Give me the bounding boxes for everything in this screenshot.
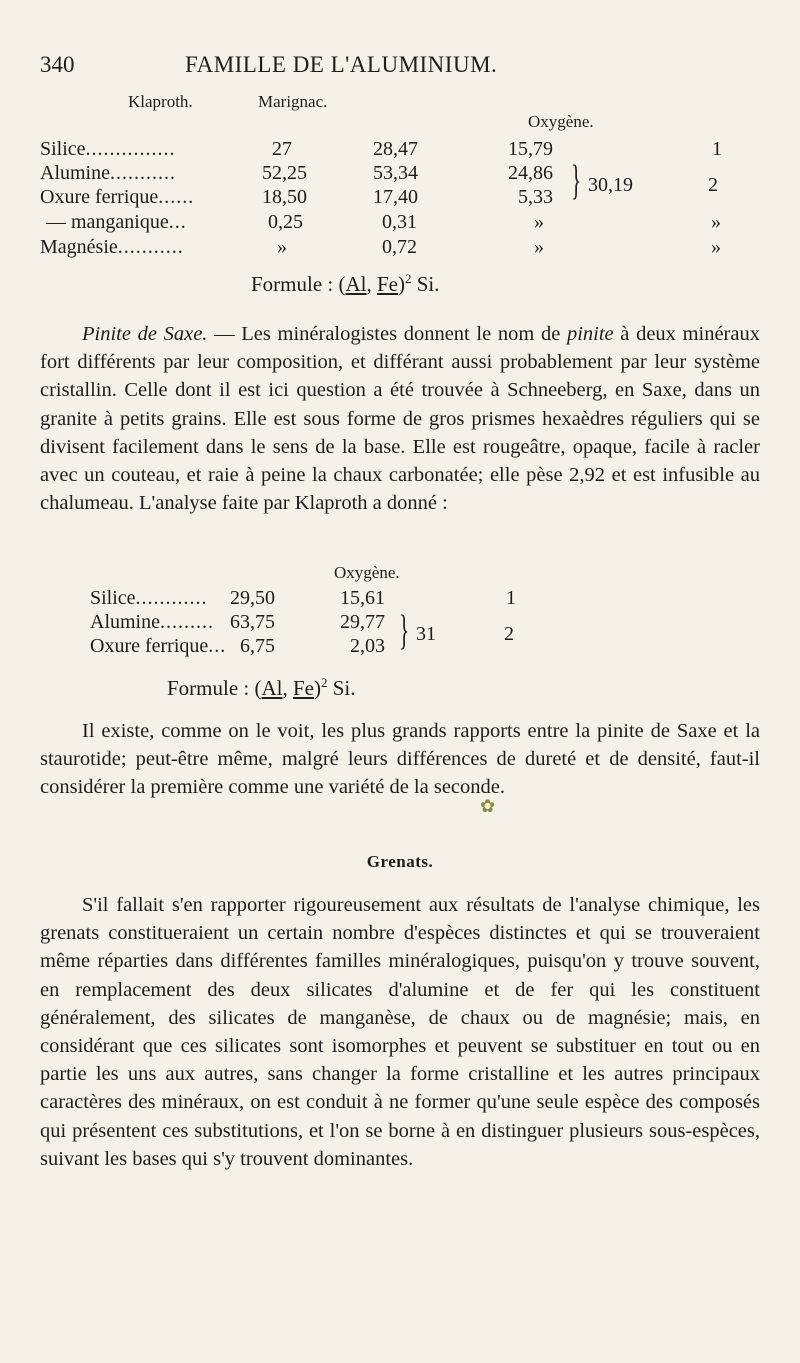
row-label: Oxure ferrique...... (40, 186, 195, 208)
ratio-value: » (711, 211, 721, 233)
ratio-value: » (711, 236, 721, 258)
term-pinite: pinite (566, 323, 614, 345)
col-header-klaproth: Klaproth. (128, 92, 193, 111)
row-label: — manganique... (46, 211, 187, 233)
formula-1: Formule : (Al, Fe)$^2$ Si. (251, 271, 440, 296)
paragraph-pinite: Pinite de Saxe. — Les minéralogistes donnent le nom de pinite à deux minéraux fort différents par leur composition, et différant aussi probablement par leur système cristallin. Celle dont il est ici question a été trouvée à Schneeberg, en Saxe, dans un granite à petits grains. Elle est sous forme de gros prismes hexaèdres réguliers qui se divisent facilement dans le sens de la base. Elle est rougeâtre, opaque, facile à racler avec un couteau, et raie à peine la chaux carbonatée; elle pèse 2,92 et est infusible au chalumeau. L'analyse faite par Klaproth a donné : (40, 323, 760, 515)
section-title-grenats: Grenats. (366, 852, 434, 871)
oxygene-value: 24,86 (508, 162, 553, 184)
value: 6,75 (240, 635, 275, 657)
brace-sum: 30,19 (588, 174, 633, 196)
col-header-oxygene: Oxygène. (528, 112, 594, 131)
value: 29,50 (230, 587, 275, 609)
klaproth-value: 27 (272, 138, 292, 160)
row-label: Silice............ (90, 587, 208, 609)
klaproth-value: 52,25 (262, 162, 307, 184)
value: 63,75 (230, 611, 275, 633)
formula-2: Formule : (Al, Fe)$^2$ Si. (167, 675, 356, 700)
page-number: 340 (40, 52, 75, 77)
klaproth-value: » (277, 236, 287, 258)
col-header-oxygene: Oxygène. (334, 563, 400, 582)
row-label: Alumine........... (40, 162, 176, 184)
row-label: Oxure ferrique... (90, 635, 227, 657)
row-label: Alumine......... (90, 611, 214, 633)
paragraph-grenats: S'il fallait s'en rapporter rigoureusement aux résultats de l'analyse chimique, les grenats constitueraient un certain nombre d'espèces distinctes et qui se trouveraient même réparties dans différentes familles minéralogiques, puisqu'on y trouve souvent, en remplacement des deux silicates d'alumine et de fer qui les constituent généralement, des silicates de manganèse, de chaux ou de magnésie; mais, en considérant que ces silicates sont isomorphes et peuvent se substituer en tout ou en partie les uns aux autres, sans changer la forme cristalline et les autres principaux caractères des minéraux, on est conduit à ne former qu'une seule espèce des composés qui présentent ces substitutions, et l'on se borne à en distinguer plusieurs sous-espèces, suivant les bases qui s'y trouvent dominantes. (40, 894, 760, 1170)
oxygene-value: 2,03 (350, 635, 385, 657)
row-label: Silice............... (40, 138, 176, 160)
brace-icon: } (399, 608, 410, 654)
page-header (40, 52, 760, 88)
oxygene-value: 29,77 (340, 611, 385, 633)
analysis-table-1 (40, 92, 760, 292)
brace-icon: } (571, 158, 582, 204)
oxygene-value: 15,61 (340, 587, 385, 609)
section-heading-pinite: Pinite de Saxe. (82, 323, 208, 345)
oxygene-value: 15,79 (508, 138, 553, 160)
marignac-value: 17,40 (373, 186, 418, 208)
ratio-value: 1 (506, 587, 516, 609)
klaproth-value: 0,25 (268, 211, 303, 233)
marignac-value: 28,47 (373, 138, 418, 160)
ink-blot-icon: ✿ (480, 796, 496, 816)
marignac-value: 53,34 (373, 162, 418, 184)
ratio-value: 1 (712, 138, 722, 160)
paragraph-comparison: Il existe, comme on le voit, les plus grands rapports entre la pinite de Saxe et la staurotide; peut-être même, malgré leurs différences de dureté et de densité, faut-il considérer la première comme une variété de la seconde. (40, 720, 760, 799)
brace-sum: 31 (416, 623, 436, 645)
analysis-table-2 (90, 563, 710, 663)
col-header-marignac: Marignac. (258, 92, 328, 111)
oxygene-value: 5,33 (518, 186, 553, 208)
row-label: Magnésie........... (40, 236, 184, 258)
marignac-value: 0,72 (382, 236, 417, 258)
brace-ratio: 2 (708, 174, 718, 196)
oxygene-value: » (534, 236, 544, 258)
marignac-value: 0,31 (382, 211, 417, 233)
klaproth-value: 18,50 (262, 186, 307, 208)
running-title: FAMILLE DE L'ALUMINIUM. (185, 52, 498, 77)
oxygene-value: » (534, 211, 544, 233)
brace-ratio: 2 (504, 623, 514, 645)
